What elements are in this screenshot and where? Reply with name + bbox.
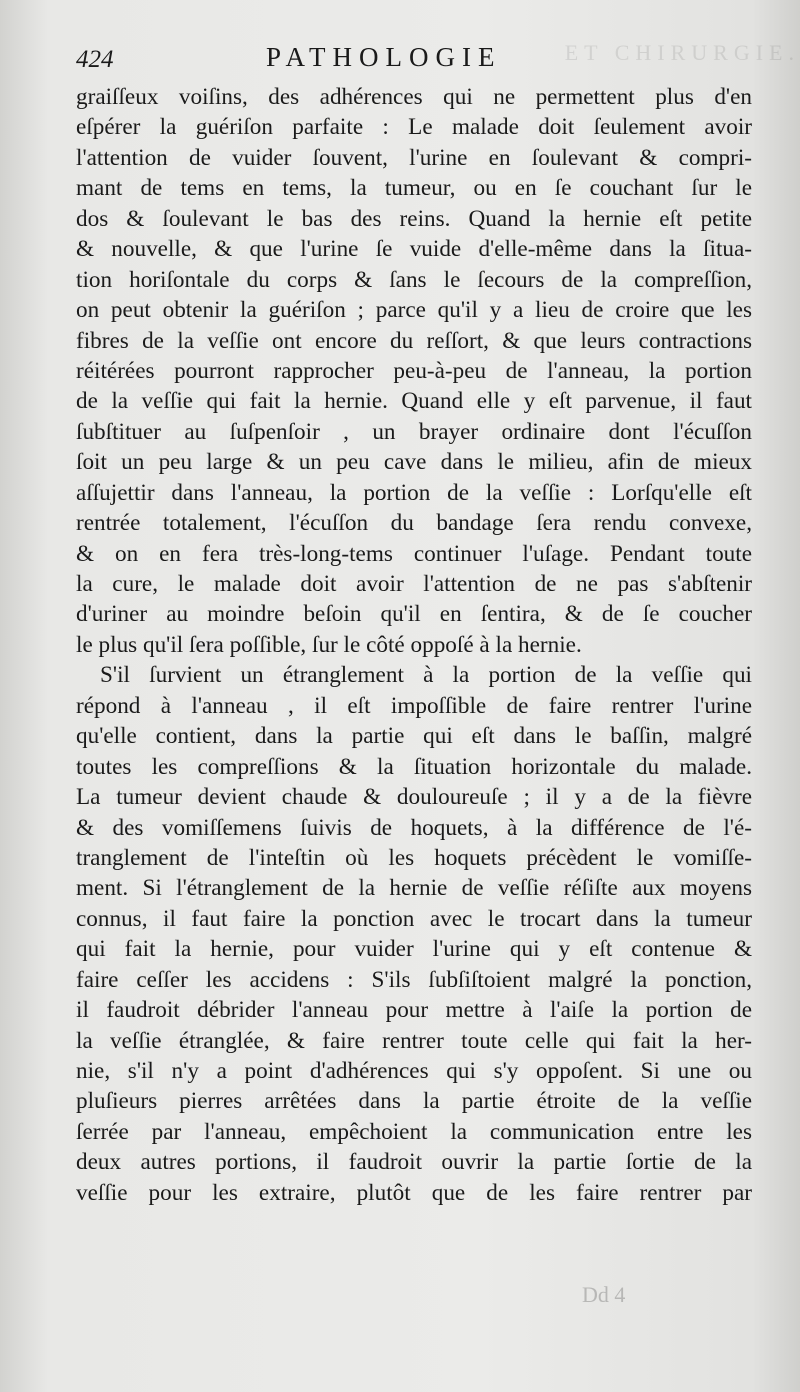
- text-line: toutes les compreſſions & la ſituation horizontale du malade.: [76, 753, 752, 780]
- text-line: la veſſie étranglée, & faire rentrer toute celle qui fait la her-: [76, 1027, 752, 1054]
- text-line: ſoit un peu large & un peu cave dans le milieu, afin de mieux: [76, 449, 752, 476]
- text-line: dos & ſoulevant le bas des reins. Quand la hernie eſt petite: [76, 205, 752, 232]
- text-line: qu'elle contient, dans la partie qui eſt dans le baſſin, malgré: [76, 723, 752, 750]
- text-line: tranglement de l'inteſtin où les hoquets précèdent le vomiſſe-: [76, 844, 752, 871]
- paragraph: [76, 82, 752, 660]
- text-line: deux autres portions, il faudroit ouvrir la partie ſortie de la: [76, 1149, 752, 1176]
- text-line: l'attention de vuider ſouvent, l'urine en ſoulevant & compri-: [76, 144, 752, 171]
- text-line: & on en fera très-long-tems continuer l'uſage. Pendant toute: [76, 540, 752, 567]
- text-line: on peut obtenir la guériſon ; parce qu'il y a lieu de croire que les: [76, 297, 752, 324]
- text-line: connus, il faut faire la ponction avec le trocart dans la tumeur: [76, 905, 752, 932]
- page-number: 424: [76, 46, 114, 73]
- page-header: [76, 40, 752, 80]
- text-line: de la veſſie qui fait la hernie. Quand elle y eſt parvenue, il faut: [76, 388, 752, 415]
- text-line: veſſie pour les extraire, plutôt que de les faire rentrer par: [76, 1179, 752, 1206]
- signature-mark: Dd 4: [582, 1282, 626, 1307]
- running-title: PATHOLOGIE: [266, 42, 502, 72]
- text-line: réitérées pourront rapprocher peu-à-peu de l'anneau, la portion: [76, 357, 752, 384]
- text-line: graiſſeux voiſins, des adhérences qui ne permettent plus d'en: [76, 84, 752, 110]
- text-line: répond à l'anneau , il eſt impoſſible de faire rentrer l'urine: [76, 692, 752, 719]
- show-through-text: ET CHIRURGIE.: [564, 40, 800, 65]
- text-line: nie, s'il n'y a point d'adhérences qui s'y oppoſent. Si une ou: [76, 1058, 752, 1084]
- text-line: & des vomiſſemens ſuivis de hoquets, à la différence de l'é-: [76, 814, 752, 841]
- text-line: fibres de la veſſie ont encore du reſſort, & que leurs contractions: [76, 327, 752, 354]
- text-line: S'il ſurvient un étranglement à la portion de la veſſie qui: [100, 662, 752, 689]
- text-line: pluſieurs pierres arrêtées dans la partie étroite de la veſſie: [76, 1088, 752, 1115]
- text-line: il faudroit débrider l'anneau pour mettre à l'aiſe la portion de: [76, 997, 752, 1024]
- text-line: le plus qu'il ſera poſſible, ſur le côté oppoſé à la hernie.: [76, 631, 582, 658]
- text-line: mant de tems en tems, la tumeur, ou en ſe couchant ſur le: [76, 175, 752, 202]
- text-line: rentrée totalement, l'écuſſon du bandage ſera rendu convexe,: [76, 510, 752, 537]
- text-line: & nouvelle, & que l'urine ſe vuide d'elle-même dans la ſitua-: [76, 236, 752, 263]
- text-line: La tumeur devient chaude & douloureuſe ; il y a de la fièvre: [76, 784, 752, 811]
- text-line: ſubſtituer au ſuſpenſoir , un brayer ordinaire dont l'écuſſon: [76, 418, 752, 445]
- text-line: aſſujettir dans l'anneau, la portion de la veſſie : Lorſqu'elle eſt: [76, 479, 752, 506]
- text-line: eſpérer la guériſon parfaite : Le malade doit ſeulement avoir: [76, 114, 752, 141]
- text-line: la cure, le malade doit avoir l'attention de ne pas s'abſtenir: [76, 571, 752, 597]
- text-line: faire ceſſer les accidens : S'ils ſubſiſtoient malgré la ponction,: [76, 966, 752, 993]
- text-line: tion horiſontale du corps & ſans le ſecours de la compreſſion,: [76, 266, 752, 293]
- text-line: ment. Si l'étranglement de la hernie de veſſie réſiſte aux moyens: [76, 875, 752, 902]
- body-text: [76, 82, 752, 1208]
- text-line: d'uriner au moindre beſoin qu'il en ſentira, & de ſe coucher: [76, 601, 752, 628]
- text-line: qui fait la hernie, pour vuider l'urine qui y eſt contenue &: [76, 936, 752, 963]
- text-line: ſerrée par l'anneau, empêchoient la communication entre les: [76, 1118, 752, 1145]
- paragraph: [76, 660, 752, 1208]
